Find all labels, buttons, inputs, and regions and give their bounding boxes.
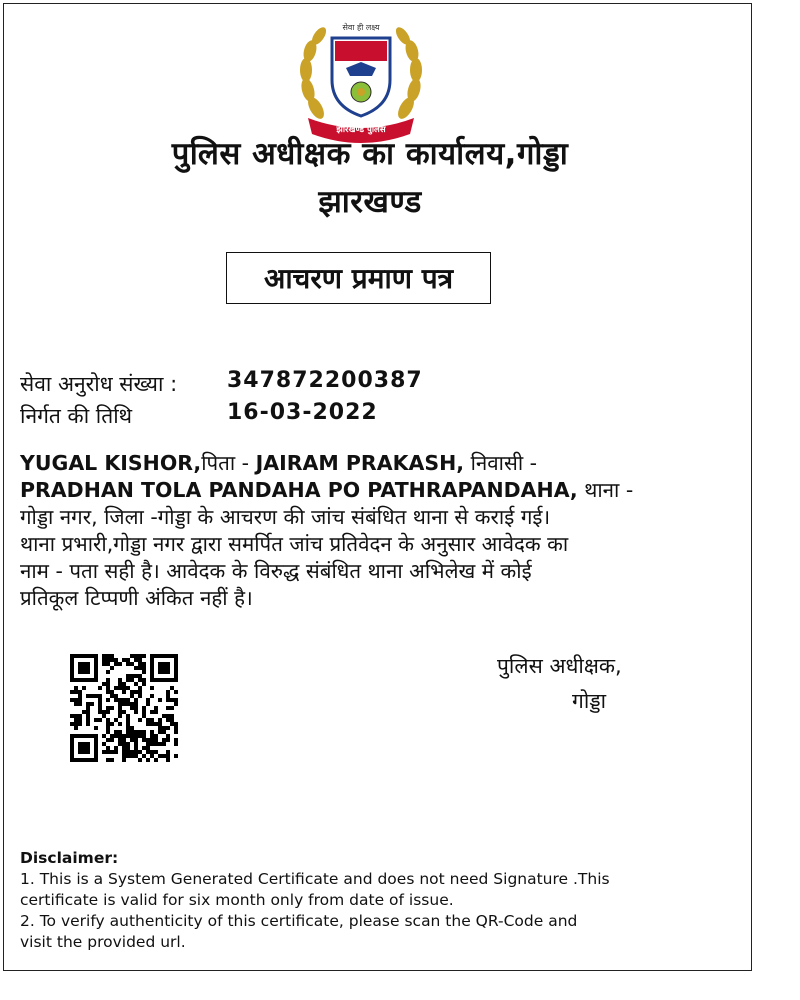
applicant-name: YUGAL KISHOR,	[20, 451, 202, 475]
issue-date-row	[20, 402, 520, 430]
issue-date-value: 16-03-2022	[227, 400, 378, 425]
body-line-4: थाना प्रभारी,गोड्डा नगर द्वारा समर्पित जांच प्रतिवेदन के अनुसार आवेदक का	[20, 532, 569, 556]
request-number-row	[20, 370, 520, 398]
disclaimer-line-2: certificate is valid for six month only from date of issue.	[20, 891, 454, 909]
wreath-left	[299, 25, 329, 121]
wreath-right	[393, 25, 423, 121]
body-line-1	[20, 450, 745, 477]
station-label: थाना -	[577, 478, 634, 502]
office-name: पुलिस अधीक्षक का कार्यालय,गोड्डा	[171, 136, 569, 172]
qr-code[interactable]	[70, 654, 178, 762]
signatory-place: गोड्डा	[572, 689, 607, 713]
body-line-6: प्रतिकूल टिप्पणी अंकित नहीं है।	[20, 586, 253, 610]
father-name: JAIRAM PRAKASH,	[255, 451, 465, 475]
disclaimer-line-4: visit the provided url.	[20, 933, 186, 951]
disclaimer-line-1: 1. This is a System Generated Certificate and does not need Signature .This	[20, 870, 610, 888]
request-number-value: 347872200387	[227, 368, 423, 393]
emblem-banner: झारखण्ड पुलिस	[336, 125, 386, 135]
father-label: पिता -	[201, 451, 256, 475]
body-line-5: नाम - पता सही है। आवेदक के विरुद्ध संबंधित थाना अभिलेख में कोई	[20, 559, 532, 583]
disclaimer	[20, 848, 720, 953]
jharkhand-police-emblem	[286, 18, 436, 143]
issue-date-label: निर्गत की तिथि	[20, 404, 133, 428]
resident-label: निवासी -	[464, 451, 538, 475]
certificate-title: आचरण प्रमाण पत्र	[226, 252, 491, 304]
emblem-motto: सेवा ही लक्ष्य	[342, 23, 380, 32]
certificate-body	[20, 450, 745, 612]
disclaimer-line-3: 2. To verify authenticity of this certificate, please scan the QR-Code and	[20, 912, 578, 930]
body-line-3: गोड्डा नगर, जिला -गोड्डा के आचरण की जांच संबंधित थाना से कराई गई।	[20, 505, 551, 529]
signatory-designation: पुलिस अधीक्षक,	[497, 654, 622, 678]
applicant-address: PRADHAN TOLA PANDAHA PO PATHRAPANDAHA,	[20, 478, 578, 502]
state-name: झारखण्ड	[318, 184, 422, 220]
body-line-2	[20, 477, 745, 504]
request-number-label: सेवा अनुरोध संख्या :	[20, 372, 178, 396]
disclaimer-heading: Disclaimer:	[20, 849, 119, 867]
